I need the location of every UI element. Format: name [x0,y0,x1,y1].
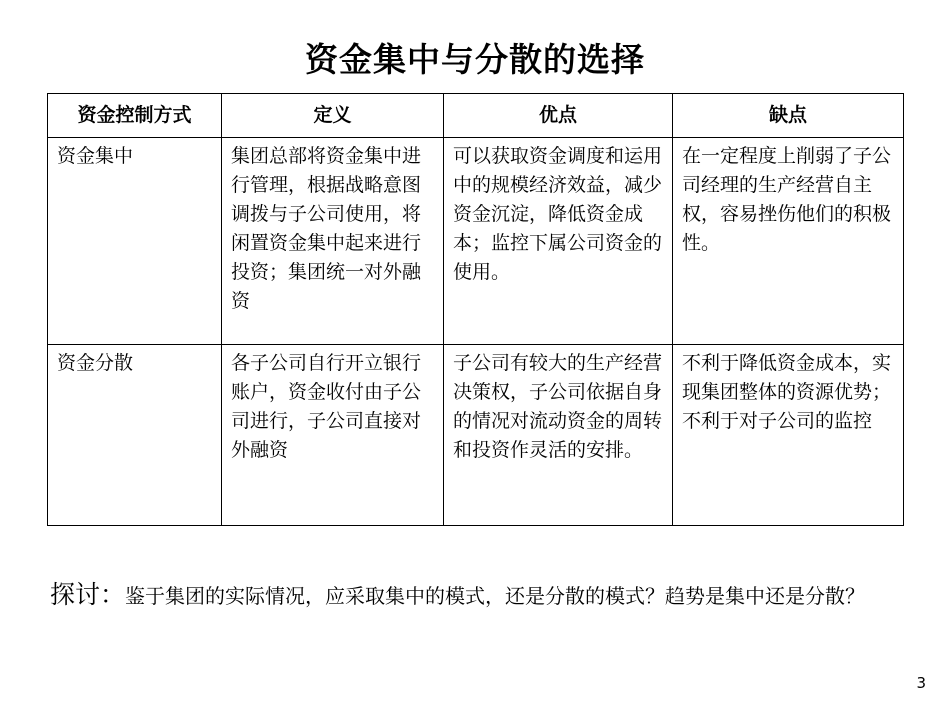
discussion-text: 鉴于集团的实际情况，应采取集中的模式，还是分散的模式？趋势是集中还是分散？ [125,584,866,608]
discussion-paragraph [50,578,900,613]
table-header-row [48,94,904,138]
comparison-table [47,93,904,526]
header-pros: 优点 [444,94,673,138]
header-cons: 缺点 [673,94,904,138]
cell-cons: 不利于降低资金成本，实现集团整体的资源优势；不利于对子公司的监控 [673,345,904,526]
page-title: 资金集中与分散的选择 [305,40,645,79]
cell-mode: 资金分散 [48,345,222,526]
header-mode: 资金控制方式 [48,94,222,138]
cell-definition: 集团总部将资金集中进行管理，根据战略意图调拨与子公司使用，将闲置资金集中起来进行投资；集团统一对外融资 [222,138,444,345]
page-number: 3 [916,674,926,692]
table-row [48,138,904,345]
table-row [48,345,904,526]
discussion-label: 探讨： [50,580,126,609]
cell-pros: 可以获取资金调度和运用中的规模经济效益，减少资金沉淀，降低资金成本；监控下属公司资金的使用。 [444,138,673,345]
header-definition: 定义 [222,94,444,138]
cell-cons: 在一定程度上削弱了子公司经理的生产经营自主权，容易挫伤他们的积极性。 [673,138,904,345]
cell-definition: 各子公司自行开立银行账户，资金收付由子公司进行，子公司直接对外融资 [222,345,444,526]
cell-pros: 子公司有较大的生产经营决策权，子公司依据自身的情况对流动资金的周转和投资作灵活的安排。 [444,345,673,526]
cell-mode: 资金集中 [48,138,222,345]
